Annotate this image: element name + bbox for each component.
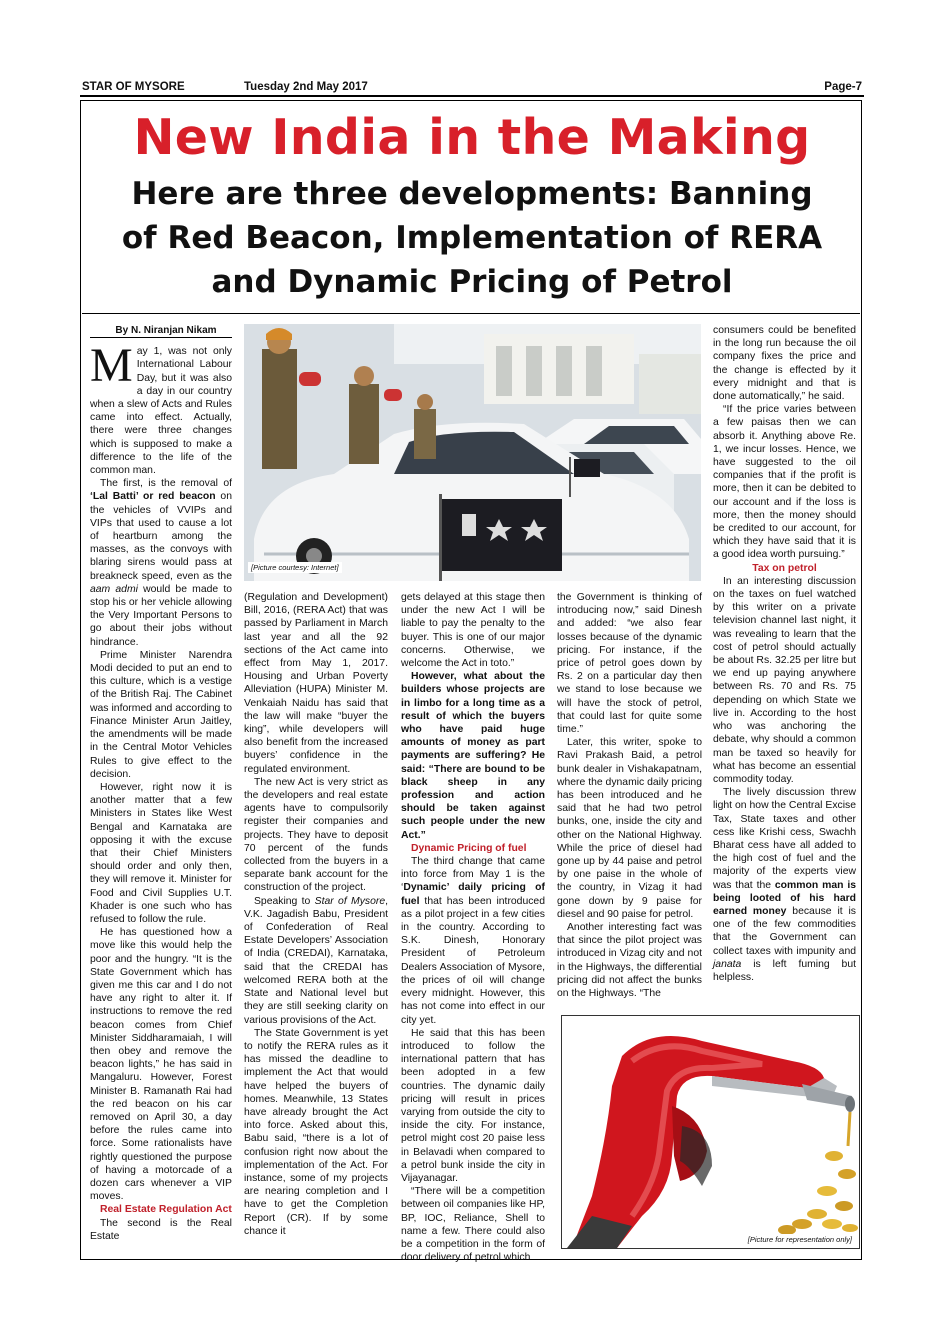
article-paragraph: The second is the Real Estate <box>90 1217 232 1242</box>
subhead-line-2: of Red Beacon, Implementation of RERA <box>121 220 823 256</box>
article-paragraph: consumers could be benefited in the long run because the oil company fixes the price and the change is effected by it every midnight and that is done automatically,” he said. <box>713 325 856 403</box>
subhead-line-3: and Dynamic Pricing of Petrol <box>211 264 733 300</box>
article-paragraph: Prime Minister Narendra Modi decided to put an end to this culture, which is a vestige of the British Raj. The Cabinet was informed and according to Finance Minister Arun Jaitley, the amendments will be made in the Central Motor Vehicles Rules to give effect to the decision. <box>90 649 232 780</box>
photo-caption: [Picture courtesy: Internet] <box>248 562 342 573</box>
section-heading: Real Estate Regulation Act <box>100 1204 232 1216</box>
article-paragraph: the Government is thinking of introducing now,” said Dinesh and added: “we also fear losses because of the dynamic pricing. For instance, if the price of petrol goes down by Rs. 2 on a particular day then we stand to lose because we will have the stock of petrol, that could last for quite some time.” <box>557 592 702 736</box>
article-paragraph: In an interesting discussion on the taxes on fuel watched by this writer on a private television channel last night, it was revealing to learn that the cost of petrol should actually be about Rs. 32.25 per litre but we end up paying anywhere between Rs. 70 and Rs. 75 depending on which State we live in. According to the host who was anchoring the debate, why should a common man be taxed so heavily for what has become an essential commodity today. <box>713 575 856 785</box>
column-3 <box>401 591 545 1264</box>
article-paragraph: (Regulation and Development) Bill, 2016, (RERA Act) that was passed by Parliament in March last year and all the 92 sections of the Act came into effect from May 1, 2017. Housing and Urban Poverty Alleviation (HUPA) Minister M. Venkaiah Naidu has said that the law will make “buyer the king”, while developers will also benefit from the increased buyers’ confidence in the regulated environment. <box>244 592 388 775</box>
article-paragraph: The State Government is yet to notify the RERA rules as it has missed the deadline to implement the Act that would have helped the buyers of homes. Meanwhile, 13 States have already brought the Act into force. Asked about this, Babu said, “there is a lot of confusion right now about the implementation of the Act. For instance, some of my projects are nearing completion and I have to get the Completion Report (CR). If by some chance it <box>244 1027 388 1237</box>
article-paragraph: The new Act is very strict as the developers and real estate agents have to compulsorily register their companies and projects. They have to deposit 70 percent of the funds collected from the buyers in a separate bank account for the construction of the project. <box>244 776 388 894</box>
column-2 <box>244 591 388 1238</box>
page-number: Page-7 <box>824 81 862 93</box>
article-paragraph: He has questioned how a move like this would help the poor and the hungry. “It is the State Government which has given me this car and I do not have any right to alter it. If instructions to remove the red beacon comes from Chief Minister Siddharamaiah, I will then obey and remove the beacon lights,” he has said in Mangaluru. However, Forest Minister B. Ramanath Rai had the red beacon on his car removed on April 30, a day before the rules came into force. Some rationalists have rightly questioned the purpose of having a motorcade of a dozen cars whenever a VIP moves. <box>90 927 232 1203</box>
article-paragraph: The first, is the removal of ‘Lal Batti’ or red beacon on the vehicles of VVIPs and VIPs that used to cause a lot of heartburn among the masses, as the convoys with blaring sirens would pass at breakneck speed, even as the aam admi would be made to stop his or her vehicle allowing the Very Important Persons to go about their jobs without hindrance. <box>90 478 232 648</box>
photo-official-cars <box>244 324 701 581</box>
article-paragraph: Speaking to Star of Mysore, V.K. Jagadish Babu, President of Confederation of Real Estate Developers’ Association of India (CREDAI), Karnataka, said that the CREDAI has welcomed RERA both at the State and National level but they are still seeking clarity on various provisions of the Act. <box>244 895 388 1026</box>
article-paragraph: “There will be a competition between oil companies like HP, BP, IOC, Reliance, Shell to name a few. There could also be a competition in the form of door delivery of petrol which <box>401 1186 545 1264</box>
subheadline <box>80 172 864 304</box>
article-paragraph: May 1, was not only International Labour Day, but it was also a day in our country when a slew of Acts and Rules came into effect. Actually, there were three changes which is supposed to make a difference to the life of the common man. <box>90 339 232 477</box>
article-paragraph: The third change that came into force from May 1 is the ‘Dynamic’ daily pricing of fuel that has been introduced as a pilot project in a few cities in the country. According to S.K. Dinesh, Honorary President of Petroleum Dealers Association of Mysore, the prices of oil will change every midnight. However, this has not come into effect in our city yet. <box>401 856 545 1026</box>
section-heading: Dynamic Pricing of fuel <box>411 842 527 854</box>
issue-date: Tuesday 2nd May 2017 <box>244 81 368 93</box>
photo-petrol-nozzle <box>561 1015 860 1249</box>
article-paragraph: “If the price varies between a few paisas then we can absorb it. Anything above Re. 1, we incur losses. Hence, we have suggested to the oil companies that if the profit is more, then it can be debited to our account and if the loss is more, then the money should be credited to our account, for which they have said that it is a good idea worth pursuing.” <box>713 404 856 561</box>
photo-caption: [Picture for representation only] <box>745 1234 855 1245</box>
masthead <box>80 79 864 97</box>
section-heading: Tax on petrol <box>752 562 817 574</box>
article-paragraph: The lively discussion threw light on how the Central Excise Tax, State taxes and other cess like Krishi cess, Swachh Bharat cess have all added to the high cost of fuel and the majority of the experts view was that the common man is being looted of his hard earned money because it is one of the few commodities that the Government can collect taxes with impunity and janata is left fuming but helpless. <box>713 787 856 983</box>
column-5 <box>713 324 856 984</box>
official-cars-illustration <box>244 324 701 581</box>
byline-rule <box>90 337 232 338</box>
column-1 <box>90 324 232 1243</box>
article-paragraph: gets delayed at this stage then under the new Act I will be liable to pay the penalty to the buyer. This is one of our major concerns. Otherwise, we welcome the Act in toto.” <box>401 592 545 670</box>
drop-cap: M <box>90 339 133 393</box>
article-paragraph: However, what about the builders whose projects are in limbo for a long time as a result of which the buyers who have paid huge amounts of money as part payments are suffering? He said: “There are bound to be black sheep in any profession and action should be taken against such people under the new Act.” <box>401 671 545 841</box>
byline: By N. Niranjan Nikam <box>115 325 217 336</box>
headline-rule <box>82 313 860 314</box>
article-paragraph: However, right now it is another matter that a few Ministers in States like West Bengal and Karnataka are opposing it with the excuse that their Chief Ministers should order and only then, they will remove it. Minister for Food and Civil Supplies U.T. Khader is one such who has refused to follow the rule. <box>90 781 232 925</box>
petrol-nozzle-coins-illustration <box>562 1016 859 1248</box>
column-4 <box>557 591 702 1000</box>
headline: New India in the Making <box>133 109 811 166</box>
article-paragraph: He said that this has been introduced to follow the international pattern that has been adopted in a few countries. The dynamic daily pricing will result in prices varying from outside the city to inside the city. For instance, petrol might cost 20 paise less in Belavadi when compared to a petrol bunk inside the city in Vijayanagar. <box>401 1027 545 1184</box>
newspaper-name: STAR OF MYSORE <box>82 81 185 93</box>
article-paragraph: Another interesting fact was that since the pilot project was introduced in Vizag city and not in the Highways, the differential pricing did not affect the bunks on the Highways. “The <box>557 922 702 1000</box>
article-paragraph: Later, this writer, spoke to Ravi Prakash Baid, a petrol bunk dealer in Vishakapatnam, where the dynamic daily pricing has been introduced and he said that he had two petrol bunks, one, inside the city and other on the National Highway. While the price of diesel had gone up by 44 paise and petrol by one paise in the whole of the country, in Vizag it had gone down by 9 paise for diesel and 90 paise for petrol. <box>557 737 702 920</box>
subhead-line-1: Here are three developments: Banning <box>131 176 813 212</box>
